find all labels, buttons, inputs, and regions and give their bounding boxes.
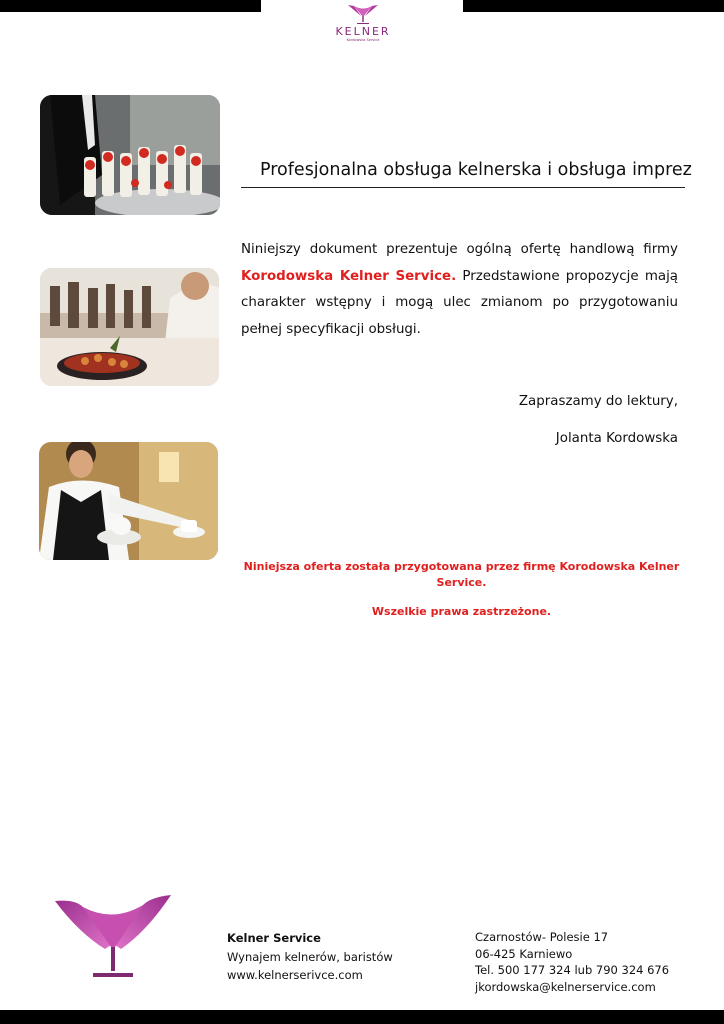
- intro-paragraph: [241, 237, 678, 343]
- intro-text-after: Przedstawione propozycje mają charakter wstępny i mogą ulec zmianom po przygotowaniu pełnej specyfikacji obsługi.: [241, 268, 678, 337]
- footer-tagline: Wynajem kelnerów, baristów: [227, 949, 393, 964]
- page-title: Profesjonalna obsługa kelnerska i obsługa imprez: [241, 158, 685, 188]
- footer-company-name: Kelner Service: [227, 931, 321, 945]
- rights-reserved-notice: Wszelkie prawa zastrzeżone.: [371, 605, 552, 618]
- footer-postcode: 06-425 Karniewo: [475, 946, 573, 961]
- cocktail-glass-icon: [55, 893, 171, 981]
- company-name: Korodowska Kelner Service.: [241, 268, 457, 284]
- intro-text-before: Niniejszy dokument prezentuje ogólną ofertę handlową firmy: [241, 242, 678, 257]
- invitation-line: Zapraszamy do lektury,: [518, 394, 678, 409]
- footer-email[interactable]: jkordowska@kelnerservice.com: [475, 979, 656, 994]
- header-logo: [327, 3, 399, 49]
- logo-text: KELNER: [335, 25, 391, 38]
- footer-contact-info: [475, 929, 669, 995]
- photo-waiter-champagne-tray: [40, 95, 220, 215]
- cocktail-glass-icon: [346, 3, 380, 25]
- footer-phone: Tel. 500 177 324 lub 790 324 676: [475, 963, 670, 977]
- photo-waiter-serving-tea: [39, 442, 218, 560]
- footer-website[interactable]: www.kelnerserivce.com: [227, 968, 363, 982]
- bottom-bar: [0, 1010, 724, 1024]
- top-bar-right: [463, 0, 724, 12]
- footer-company-info: [227, 929, 393, 985]
- footer-address: Czarnostów- Polesie 17: [475, 930, 609, 944]
- logo-subtext: Kordowska Service: [346, 38, 380, 42]
- prepared-by-notice: Niniejsza oferta została przygotowana przez firmę Korodowska Kelner Service.: [243, 560, 680, 589]
- signature-name: Jolanta Kordowska: [555, 431, 678, 446]
- footer-logo: [55, 893, 171, 981]
- top-bar-left: [0, 0, 261, 12]
- photo-banquet-food-tray: [40, 268, 219, 386]
